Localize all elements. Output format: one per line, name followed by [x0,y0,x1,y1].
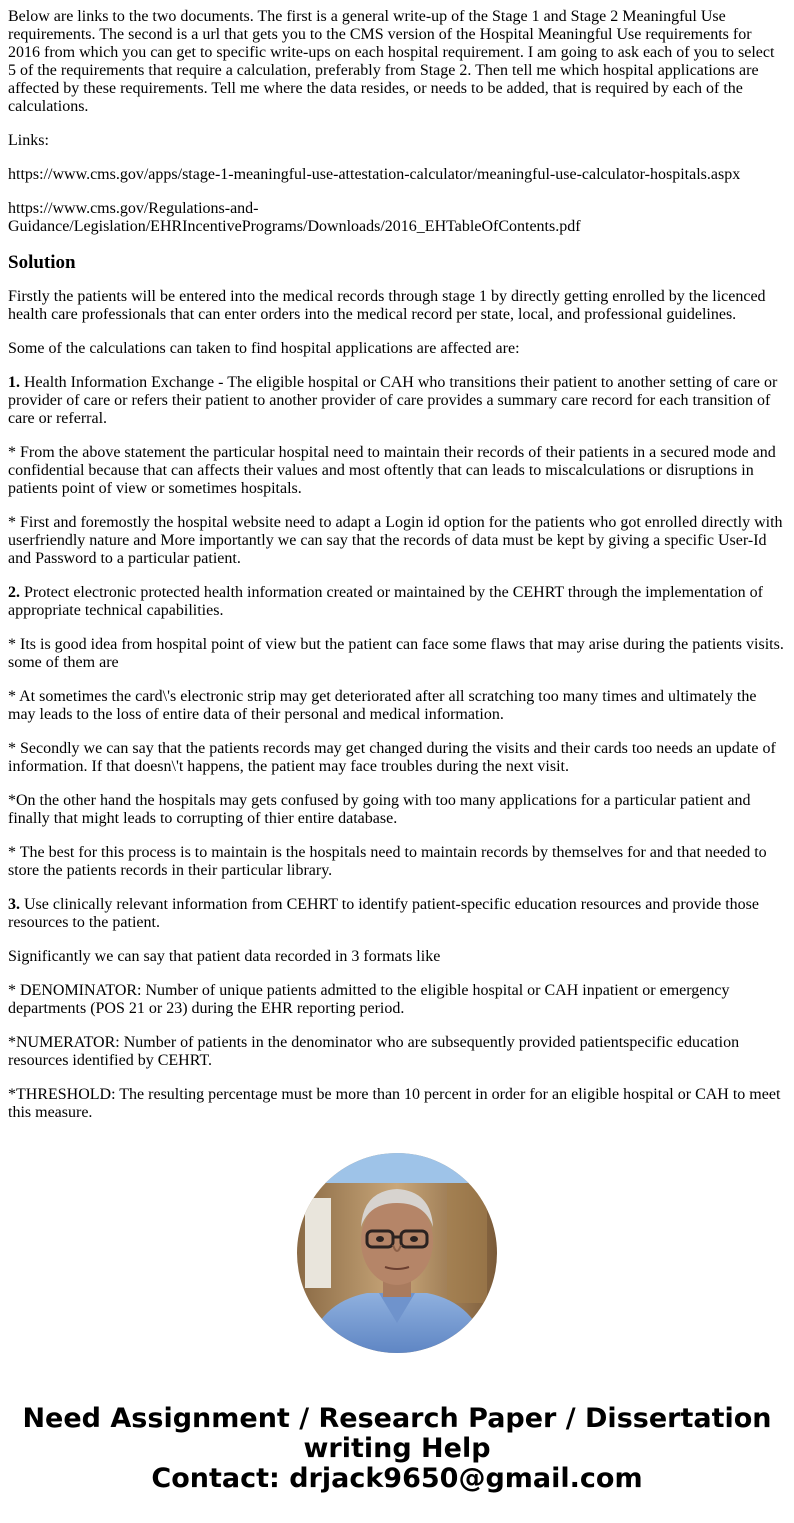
link-2: https://www.cms.gov/Regulations-and-Guidance/Legislation/EHRIncentivePrograms/Downloads/2016_EHTableOfContents.pdf [8,200,581,235]
promo-line-1: Need Assignment / Research Paper / Dissertation [22,1403,772,1434]
numbered-item-2 [8,584,786,620]
article-content [8,0,786,1125]
bullet-paragraph: *THRESHOLD: The resulting percentage must be more than 10 percent in order for an eligible hospital or CAH to meet this measure. [8,1086,781,1121]
author-photo [297,1153,497,1353]
promo-contact: Contact: drjack9650@gmail.com [151,1463,643,1494]
solution-paragraph: Some of the calculations can taken to find hospital applications are affected are: [8,340,520,357]
item-text: Protect electronic protected health information created or maintained by the CEHRT through the implementation of appropriate technical capabilities. [8,584,763,619]
solution-paragraph: Firstly the patients will be entered into the medical records through stage 1 by directly getting enrolled by the licenced health care professionals that can enter orders into the medical record per state, local, and professional guidelines. [8,288,766,323]
author-avatar [297,1153,497,1353]
item-text: Health Information Exchange - The eligible hospital or CAH who transitions their patient to another setting of care or provider of care or refers their patient to another provider of care provides a summary care record for each transition of care or referral. [8,374,778,427]
item-text: Use clinically relevant information from CEHRT to identify patient-specific education resources and provide those resources to the patient. [8,896,759,931]
bullet-paragraph: * From the above statement the particular hospital need to maintain their records of their patients in a secured mode and confidential because that can affects their values and most oftently that can leads to miscalculations or disruptions in patients point of view or sometimes hospitals. [8,444,776,497]
bullet-paragraph: * The best for this process is to maintain is the hospitals need to maintain records by themselves for and that needed to store the patients records in their particular library. [8,844,767,879]
question-intro: Below are links to the two documents. The first is a general write-up of the Stage 1 and Stage 2 Meaningful Use requirements. The second is a url that gets you to the CMS version of the Hospital Meaningful Use requirements for 2016 from which you can get to specific write-ups on each hospital requirement. I am going to ask each of you to select 5 of the requirements that require a calculation, preferably from Stage 2. Then tell me which hospital applications are affected by these requirements. Tell me where the data resides, or needs to be added, that is required by each of the calculations. [8,8,775,115]
item-number: 3. [8,896,20,913]
numbered-item-1 [8,374,786,428]
solution-paragraph: Significantly we can say that patient data recorded in 3 formats like [8,948,441,965]
bullet-paragraph: * First and foremostly the hospital website need to adapt a Login id option for the patients who got enrolled directly with userfriendly nature and More importantly we can say that the records of data must be kept by giving a specific User-Id and Password to a particular patient. [8,514,783,567]
promo-line-2: writing Help [303,1433,491,1464]
item-number: 2. [8,584,20,601]
links-label: Links: [8,132,49,149]
numbered-item-3 [8,896,786,932]
bullet-paragraph: * At sometimes the card\'s electronic strip may get deteriorated after all scratching too many times and ultimately the may leads to the loss of entire data of their personal and medical information. [8,688,757,723]
link-1: https://www.cms.gov/apps/stage-1-meaningful-use-attestation-calculator/meaningful-use-calculator-hospitals.aspx [8,166,741,183]
bullet-paragraph: * DENOMINATOR: Number of unique patients admitted to the eligible hospital or CAH inpatient or emergency departments (POS 21 or 23) during the EHR reporting period. [8,982,730,1017]
bullet-paragraph: *On the other hand the hospitals may gets confused by going with too many applications for a particular patient and finally that might leads to corrupting of thier entire database. [8,792,751,827]
item-number: 1. [8,374,20,391]
bullet-paragraph: * Its is good idea from hospital point of view but the patient can face some flaws that may arise during the patients visits. some of them are [8,636,784,671]
bullet-paragraph: * Secondly we can say that the patients records may get changed during the visits and their cards too needs an update of information. If that doesn\'t happens, the patient may face troubles during the next visit. [8,740,776,775]
promo-banner [0,1404,794,1494]
bullet-paragraph: *NUMERATOR: Number of patients in the denominator who are subsequently provided patientspecific education resources identified by CEHRT. [8,1034,740,1069]
solution-heading: Solution [8,252,76,273]
